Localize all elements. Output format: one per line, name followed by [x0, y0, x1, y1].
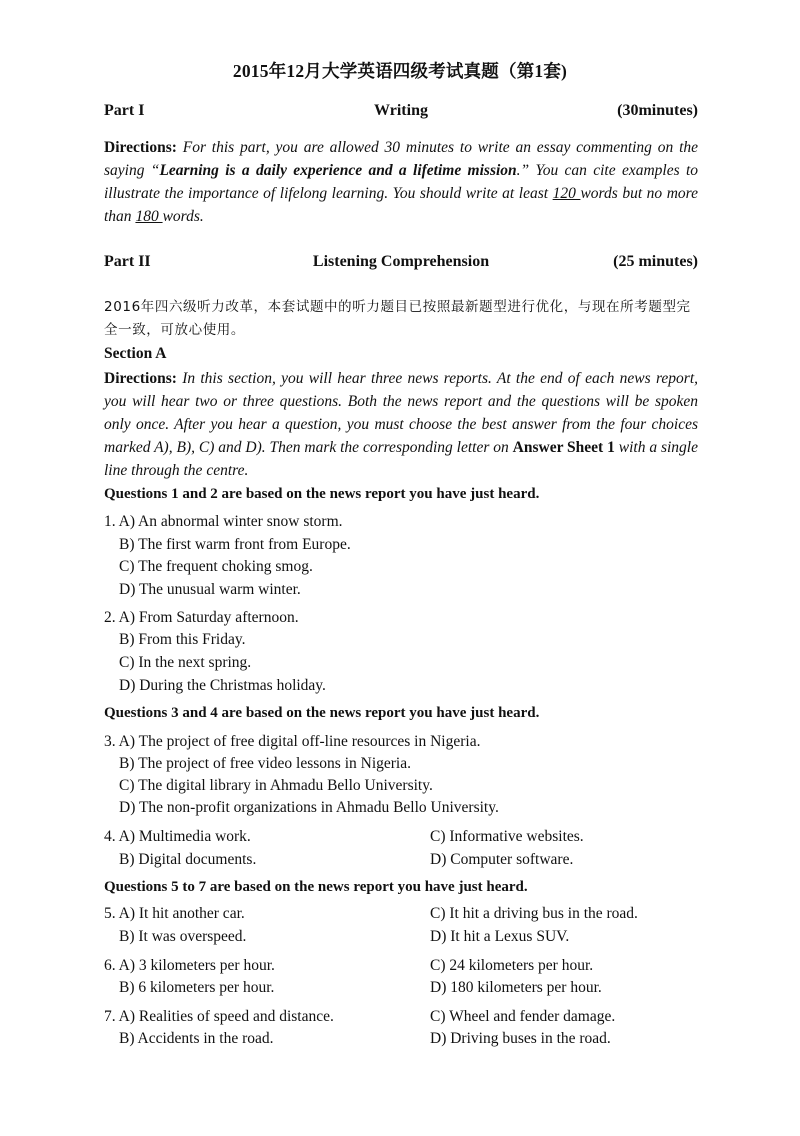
option-6c: C) 24 kilometers per hour. — [430, 957, 594, 974]
option-3d: D) The non-profit organizations in Ahmadu Bello University. — [119, 799, 499, 816]
option-2b: B) From this Friday. — [119, 631, 246, 648]
part2-label: Part II — [104, 253, 151, 270]
option-4c: C) Informative websites. — [430, 828, 584, 845]
part2-directions-label: Directions: — [104, 370, 177, 387]
option-5b: B) It was overspeed. — [119, 928, 247, 945]
part1-title: Writing — [374, 102, 428, 119]
option-5c: C) It hit a driving bus in the road. — [430, 905, 638, 922]
option-4b: B) Digital documents. — [119, 851, 257, 868]
part1-directions — [104, 136, 698, 228]
min-words: 120 — [552, 185, 581, 202]
part2-header — [104, 253, 698, 277]
part1-directions-text-3: words but no more than — [104, 185, 699, 225]
answer-sheet-label: Answer Sheet 1 — [512, 439, 615, 456]
part1-directions-prompt: Learning is a daily experience and a lifetime mission — [159, 162, 517, 179]
option-5a: 5. A) It hit another car. — [104, 905, 245, 922]
group-heading: Questions 5 to 7 are based on the news report you have just heard. — [104, 879, 528, 895]
option-3a: 3. A) The project of free digital off-line resources in Nigeria. — [104, 733, 481, 750]
option-3c: C) The digital library in Ahmadu Bello University. — [119, 777, 433, 794]
option-1a: 1. A) An abnormal winter snow storm. — [104, 513, 343, 530]
option-4d: D) Computer software. — [430, 851, 574, 868]
group-heading: Questions 3 and 4 are based on the news report you have just heard. — [104, 705, 540, 721]
part1-directions-text-4: words. — [162, 208, 204, 225]
max-words: 180 — [135, 208, 163, 225]
option-7d: D) Driving buses in the road. — [430, 1030, 611, 1047]
part2-directions-text-2: with a single line through the centre. — [104, 439, 698, 479]
option-5d: D) It hit a Lexus SUV. — [430, 928, 570, 945]
part2-time: (25 minutes) — [613, 253, 698, 270]
part2-directions-text-1: In this section, you will hear three news reports. At the end of each news report, you will hear two or three questions. Both the news report and the questions will be spoken only once. After you hear a question, you must choose the best answer from the four choices marked A), B), C) and D). Then mark the corresponding letter on — [104, 370, 698, 456]
listening-reform-note: 2016年四六级听力改革，本套试题中的听力题目已按照最新题型进行优化，与现在所考题型完全一致，可放心使用。 — [104, 299, 691, 338]
part2-title: Listening Comprehension — [312, 253, 490, 270]
option-2d: D) During the Christmas holiday. — [119, 677, 326, 694]
part1-directions-text-1: For this part, you are allowed 30 minutes to write an essay commenting on the saying “ — [104, 139, 699, 179]
part1-time: (30minutes) — [617, 102, 698, 119]
option-6d: D) 180 kilometers per hour. — [430, 979, 602, 996]
option-1c: C) The frequent choking smog. — [119, 558, 313, 575]
page-title: 2015年12月大学英语四级考试真题（第1套) — [232, 61, 568, 81]
option-6a: 6. A) 3 kilometers per hour. — [104, 957, 275, 974]
option-1b: B) The first warm front from Europe. — [119, 536, 351, 553]
option-4a: 4. A) Multimedia work. — [104, 828, 251, 845]
part1-directions-label: Directions: — [104, 139, 177, 156]
option-7c: C) Wheel and fender damage. — [430, 1008, 616, 1025]
option-3b: B) The project of free video lessons in Nigeria. — [119, 755, 411, 772]
part2-directions — [104, 367, 698, 482]
part1-header — [104, 102, 698, 126]
part1-label: Part I — [104, 102, 145, 119]
option-2a: 2. A) From Saturday afternoon. — [104, 609, 299, 626]
part1-directions-text-2: .” You can cite examples to illustrate the importance of lifelong learning. You should write at least — [104, 162, 699, 202]
section-a-heading: Section A — [104, 345, 167, 362]
option-2c: C) In the next spring. — [119, 654, 252, 671]
option-6b: B) 6 kilometers per hour. — [119, 979, 275, 996]
group-heading: Questions 1 and 2 are based on the news report you have just heard. — [104, 486, 540, 502]
option-7a: 7. A) Realities of speed and distance. — [104, 1008, 334, 1025]
option-7b: B) Accidents in the road. — [119, 1030, 274, 1047]
option-1d: D) The unusual warm winter. — [119, 581, 301, 598]
